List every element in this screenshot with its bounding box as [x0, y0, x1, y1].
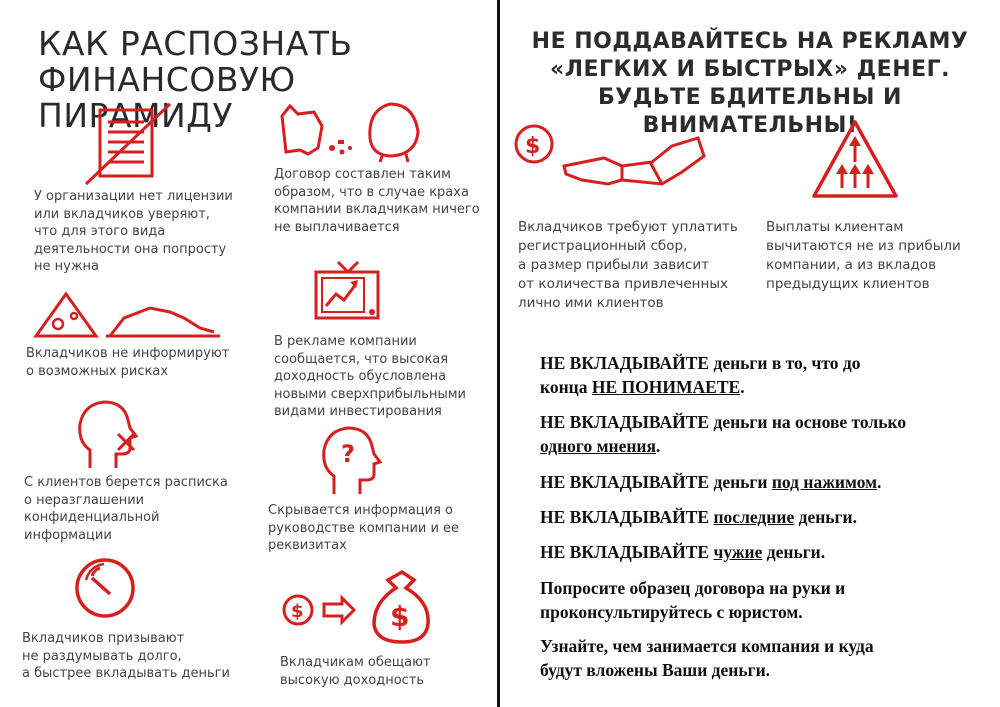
caption-line: не раздумывать долго,	[22, 648, 182, 664]
caption-line: новыми сверхприбыльными	[274, 386, 466, 402]
right-title-line-3: БУДЬТЕ БДИТЕЛЬНЫ И ВНИМАТЕЛЬНЫ!	[598, 85, 902, 138]
caption-line: Скрывается информация о	[268, 503, 453, 518]
advice-underlined: одного мнения	[540, 436, 656, 456]
advice-emphasis: НЕ ВКЛАДЫВАЙТЕ	[540, 472, 710, 492]
advice-text: будут вложены Ваши деньги.	[540, 660, 771, 680]
crossed-document-icon	[84, 102, 174, 186]
caption-advert	[274, 333, 466, 421]
caption-line: Выплаты клиентам	[766, 219, 904, 235]
caption-line: компании вкладчикам ничего	[274, 202, 480, 217]
advice-1	[540, 351, 990, 399]
caption-line: о возможных рисках	[26, 363, 169, 379]
caption-line: что для этого вида	[34, 224, 166, 239]
caption-risks	[26, 345, 229, 380]
caption-line: Вкладчиков не информируют	[26, 346, 230, 361]
question-head-icon	[318, 424, 384, 496]
caption-line: видами инвестирования	[274, 404, 442, 419]
caption-line: Вкладчиков призывают	[22, 631, 185, 646]
svg-text:?: ?	[341, 440, 355, 468]
right-title-line-1: НЕ ПОДДАВАЙТЕСЬ НА РЕКЛАМУ	[531, 29, 969, 54]
caption-line: реквизитах	[268, 538, 347, 553]
left-title-line-1: КАК РАСПОЗНАТЬ	[38, 24, 353, 63]
caption-line: предыдущих клиентов	[766, 276, 930, 292]
caption-line: деятельности она попросту	[34, 241, 227, 257]
left-title-line-2: ФИНАНСОВУЮ ПИРАМИДУ	[38, 60, 296, 135]
caption-line: от количества привлеченных	[518, 276, 728, 292]
caption-line: высокую доходность	[280, 672, 425, 688]
advice-text: деньги	[709, 472, 772, 492]
caption-line: компании, а из вкладов	[766, 257, 937, 273]
advice-underlined: последние	[713, 507, 795, 527]
pyramid-arrows-icon	[810, 118, 900, 200]
caption-line: руководстве компании и ее	[268, 520, 460, 536]
svg-text:$: $	[390, 600, 410, 633]
caption-line: а быстрее вкладывать деньги	[22, 666, 230, 681]
advice-text: конца	[540, 377, 592, 397]
advice-emphasis: НЕ ВКЛАДЫВАЙТЕ	[540, 507, 710, 527]
caption-line: о неразглашении	[24, 492, 145, 508]
advice-text: Узнайте, чем занимается компания и куда	[540, 636, 874, 656]
caption-hidden	[268, 502, 459, 555]
advice-text: .	[877, 472, 882, 492]
advice-text: деньги на основе только	[709, 412, 907, 432]
money-growth-icon	[280, 566, 440, 646]
caption-line: Договор составлен таким	[274, 167, 451, 182]
left-panel	[0, 0, 497, 707]
advice-5	[540, 540, 990, 564]
advice-underlined: НЕ ПОНИМАЕТЕ	[591, 377, 741, 397]
advice-6	[540, 576, 990, 624]
caption-line: Вкладчиков требуют уплатить	[518, 219, 738, 235]
advice-7	[540, 634, 990, 682]
caption-line: а размер прибыли зависит	[518, 257, 710, 273]
advice-2	[540, 410, 990, 458]
caption-line: В рекламе компании	[274, 334, 417, 349]
advice-text: деньги.	[794, 507, 857, 527]
advice-emphasis: НЕ ВКЛАДЫВАЙТЕ	[540, 412, 710, 432]
advice-4	[540, 505, 990, 529]
cheese-trap-icon	[30, 288, 230, 342]
advice-underlined: чужие	[713, 542, 763, 562]
advice-text: .	[740, 377, 745, 397]
caption-line: регистрационный сбор,	[518, 238, 688, 254]
caption-nda	[24, 474, 228, 544]
piggy-bank-icon	[272, 92, 422, 164]
silenced-head-icon	[72, 398, 142, 470]
caption-line: С клиентов берется расписка	[24, 475, 228, 490]
advice-3	[540, 470, 990, 494]
caption-line: не нужна	[34, 259, 99, 274]
svg-text:$: $	[291, 601, 304, 622]
caption-line: У организации нет лицензии	[34, 189, 233, 204]
advice-text: проконсультируйтесь с юристом.	[540, 602, 803, 622]
advice-text: деньги.	[762, 542, 826, 562]
caption-payouts	[766, 218, 961, 294]
caption-line: вычитаются не из прибыли	[766, 238, 961, 254]
svg-text:$: $	[525, 134, 541, 159]
caption-line: конфиденциальной	[24, 510, 160, 525]
advice-emphasis: НЕ ВКЛАДЫВАЙТЕ	[540, 353, 710, 373]
tv-growth-icon	[312, 258, 384, 326]
caption-line: доходность обусловлена	[274, 369, 447, 384]
caption-fee	[518, 218, 738, 313]
caption-line: образом, что в случае краха	[274, 184, 469, 200]
right-panel	[500, 0, 1000, 707]
advice-text: Попросите образец договора на руки и	[540, 578, 846, 598]
stopwatch-icon	[70, 552, 140, 622]
caption-line: или вкладчиков уверяют,	[34, 206, 210, 222]
caption-line: Вкладчикам обещают	[280, 655, 431, 670]
advice-underlined: под нажимом	[771, 472, 878, 492]
caption-line: информации	[24, 527, 112, 543]
coin-hand-icon	[512, 122, 712, 200]
caption-profit	[280, 654, 431, 689]
advice-text: .	[655, 436, 661, 456]
advice-emphasis: НЕ ВКЛАДЫВАЙТЕ	[540, 542, 710, 562]
caption-line: не выплачивается	[274, 219, 400, 235]
caption-hurry	[22, 630, 230, 683]
right-title-line-2: «ЛЕГКИХ И БЫСТРЫХ» ДЕНЕГ.	[549, 57, 951, 82]
caption-line: сообщается, что высокая	[274, 351, 449, 367]
advice-text: деньги в то, что до	[709, 353, 861, 373]
caption-line: лично ими клиентов	[518, 295, 664, 311]
caption-contract	[274, 166, 480, 236]
caption-license	[34, 188, 233, 276]
